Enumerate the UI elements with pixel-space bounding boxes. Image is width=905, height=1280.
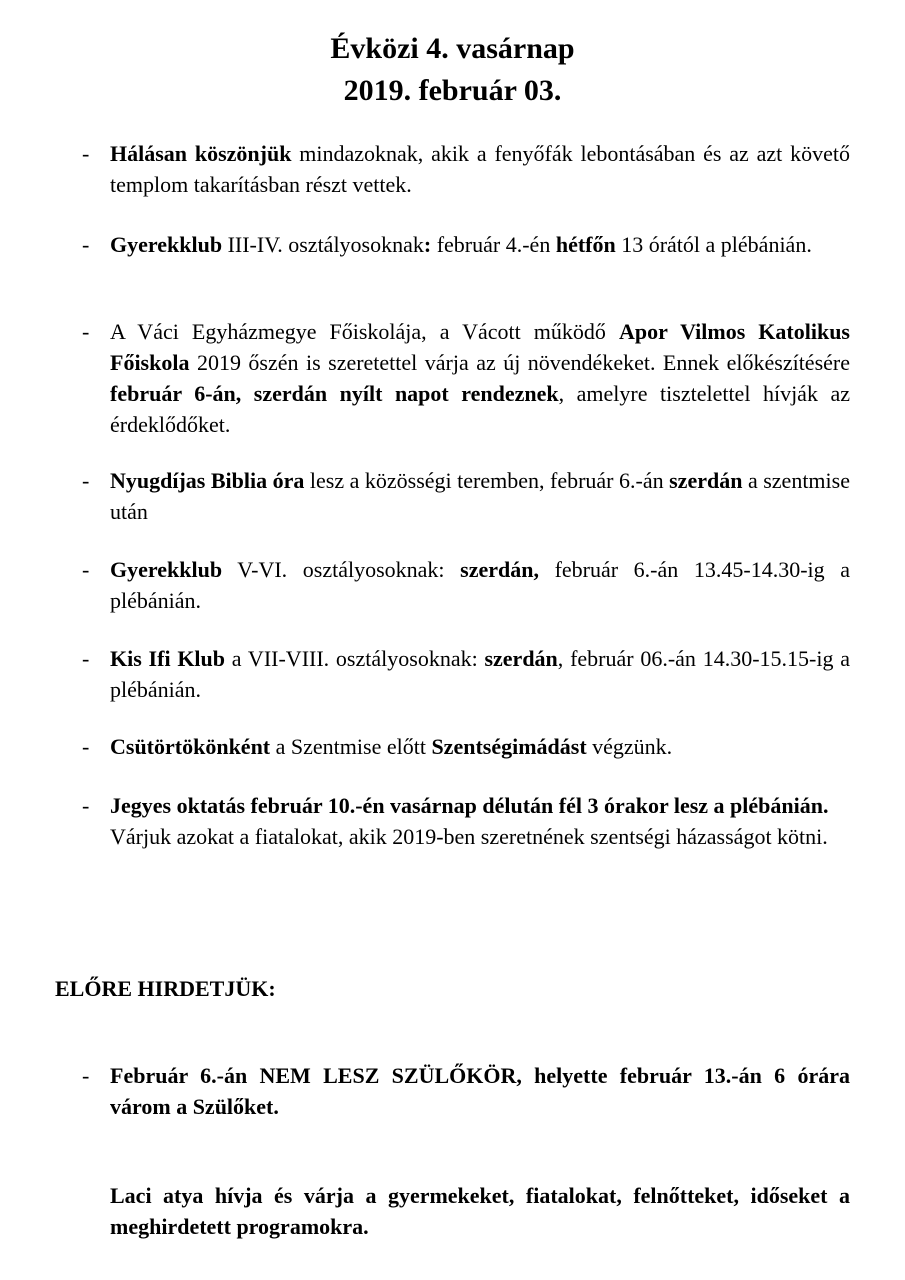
bold-phrase: hétfőn [555, 232, 616, 257]
text-span: 2019 őszén is szeretettel várja az új növendékeket. Ennek előkészítésére [189, 350, 850, 375]
bullet-dash: - [82, 141, 90, 166]
text-span: mindazoknak, akik a fenyőfák lebontásában és az azt követő templom takarításban részt vettek. [110, 141, 850, 197]
announcement-item [82, 790, 850, 852]
bullet-dash: - [82, 557, 90, 582]
announcement-text [110, 790, 850, 821]
text-span: 13 órától a plébánián. [615, 232, 812, 257]
announcement-subtext: Várjuk azokat a fiatalokat, akik 2019-ben szeretnének szentségi házasságot kötni. [110, 824, 828, 849]
announcement-item [82, 316, 850, 440]
bullet-dash: - [82, 734, 90, 759]
bold-phrase: Gyerekklub [110, 557, 223, 582]
text-span: végzünk. [586, 734, 673, 759]
announcement-item [82, 229, 850, 260]
text-span: február 6.-án 13.45-14.30-ig a plébánián. [110, 557, 850, 613]
section-heading: ELŐRE HIRDETJÜK: [55, 976, 276, 1001]
bullet-dash: - [82, 468, 90, 493]
bold-phrase: Kis Ifi Klub [110, 646, 226, 671]
page-title: Évközi 4. vasárnap [330, 32, 575, 65]
bold-phrase: szerdán [484, 646, 558, 671]
bold-colon: : [423, 232, 432, 257]
bold-phrase: Hálásan köszönjük [110, 141, 292, 166]
announcement-text [110, 554, 850, 616]
announcement-item [82, 1060, 850, 1122]
announcement-item [82, 138, 850, 200]
text-span: , február 06.-án 14.30-15.15-ig a plébánián. [110, 646, 850, 702]
announcement-text [110, 643, 850, 705]
text-span: V-VI. osztályosoknak: [222, 557, 461, 582]
announcement-text [110, 465, 850, 527]
bold-phrase: február 6-án, szerdán nyílt napot rendeznek [110, 381, 559, 406]
bold-phrase: Jegyes oktatás február 10.-én vasárnap délután fél 3 órakor lesz a plébánián. [110, 793, 829, 818]
bullet-dash: - [82, 319, 90, 344]
bold-phrase: Gyerekklub [110, 232, 223, 257]
closing-text: Laci atya hívja és várja a gyermekeket, fiatalokat, felnőtteket, időseket a meghirdetett programokra. [110, 1183, 850, 1239]
bullet-dash: - [82, 232, 90, 257]
announcement-text [110, 229, 850, 260]
announcement-text [110, 138, 850, 200]
announcement-item [82, 643, 850, 705]
announcement-text [110, 1060, 850, 1122]
text-span: a Szentmise előtt [270, 734, 432, 759]
bold-phrase: szerdán [669, 468, 743, 493]
announcement-item [82, 731, 850, 762]
text-span: , amelyre tisztelettel hívják az érdeklődőket. [110, 381, 850, 437]
bold-phrase: Szentségimádást [431, 734, 587, 759]
text-span: a szentmise után [110, 468, 850, 524]
bullet-dash: - [82, 1063, 90, 1088]
text-span: III-IV. osztályosoknak [222, 232, 424, 257]
bullet-dash: - [82, 793, 90, 818]
announcement-text [110, 731, 850, 762]
bold-phrase: szerdán, [460, 557, 539, 582]
page-date: 2019. február 03. [343, 74, 562, 107]
text-span: A Váci Egyházmegye Főiskolája, a Vácott működő [110, 319, 619, 344]
announcement-text [110, 316, 850, 440]
text-span: lesz a közösségi teremben, február 6.-án [304, 468, 670, 493]
bold-phrase: Nyugdíjas Biblia óra [110, 468, 305, 493]
text-span: a VII-VIII. osztályosoknak: [225, 646, 485, 671]
bold-phrase: Február 6.-án NEM LESZ SZÜLŐKÖR, helyette február 13.-án 6 órára várom a Szülőket. [110, 1063, 850, 1119]
text-span: február 4.-én [431, 232, 556, 257]
announcement-item [82, 465, 850, 527]
bold-phrase: Csütörtökönként [110, 734, 271, 759]
bold-phrase: Apor Vilmos Katolikus Főiskola [110, 319, 850, 375]
announcement-item [82, 554, 850, 616]
bullet-dash: - [82, 646, 90, 671]
